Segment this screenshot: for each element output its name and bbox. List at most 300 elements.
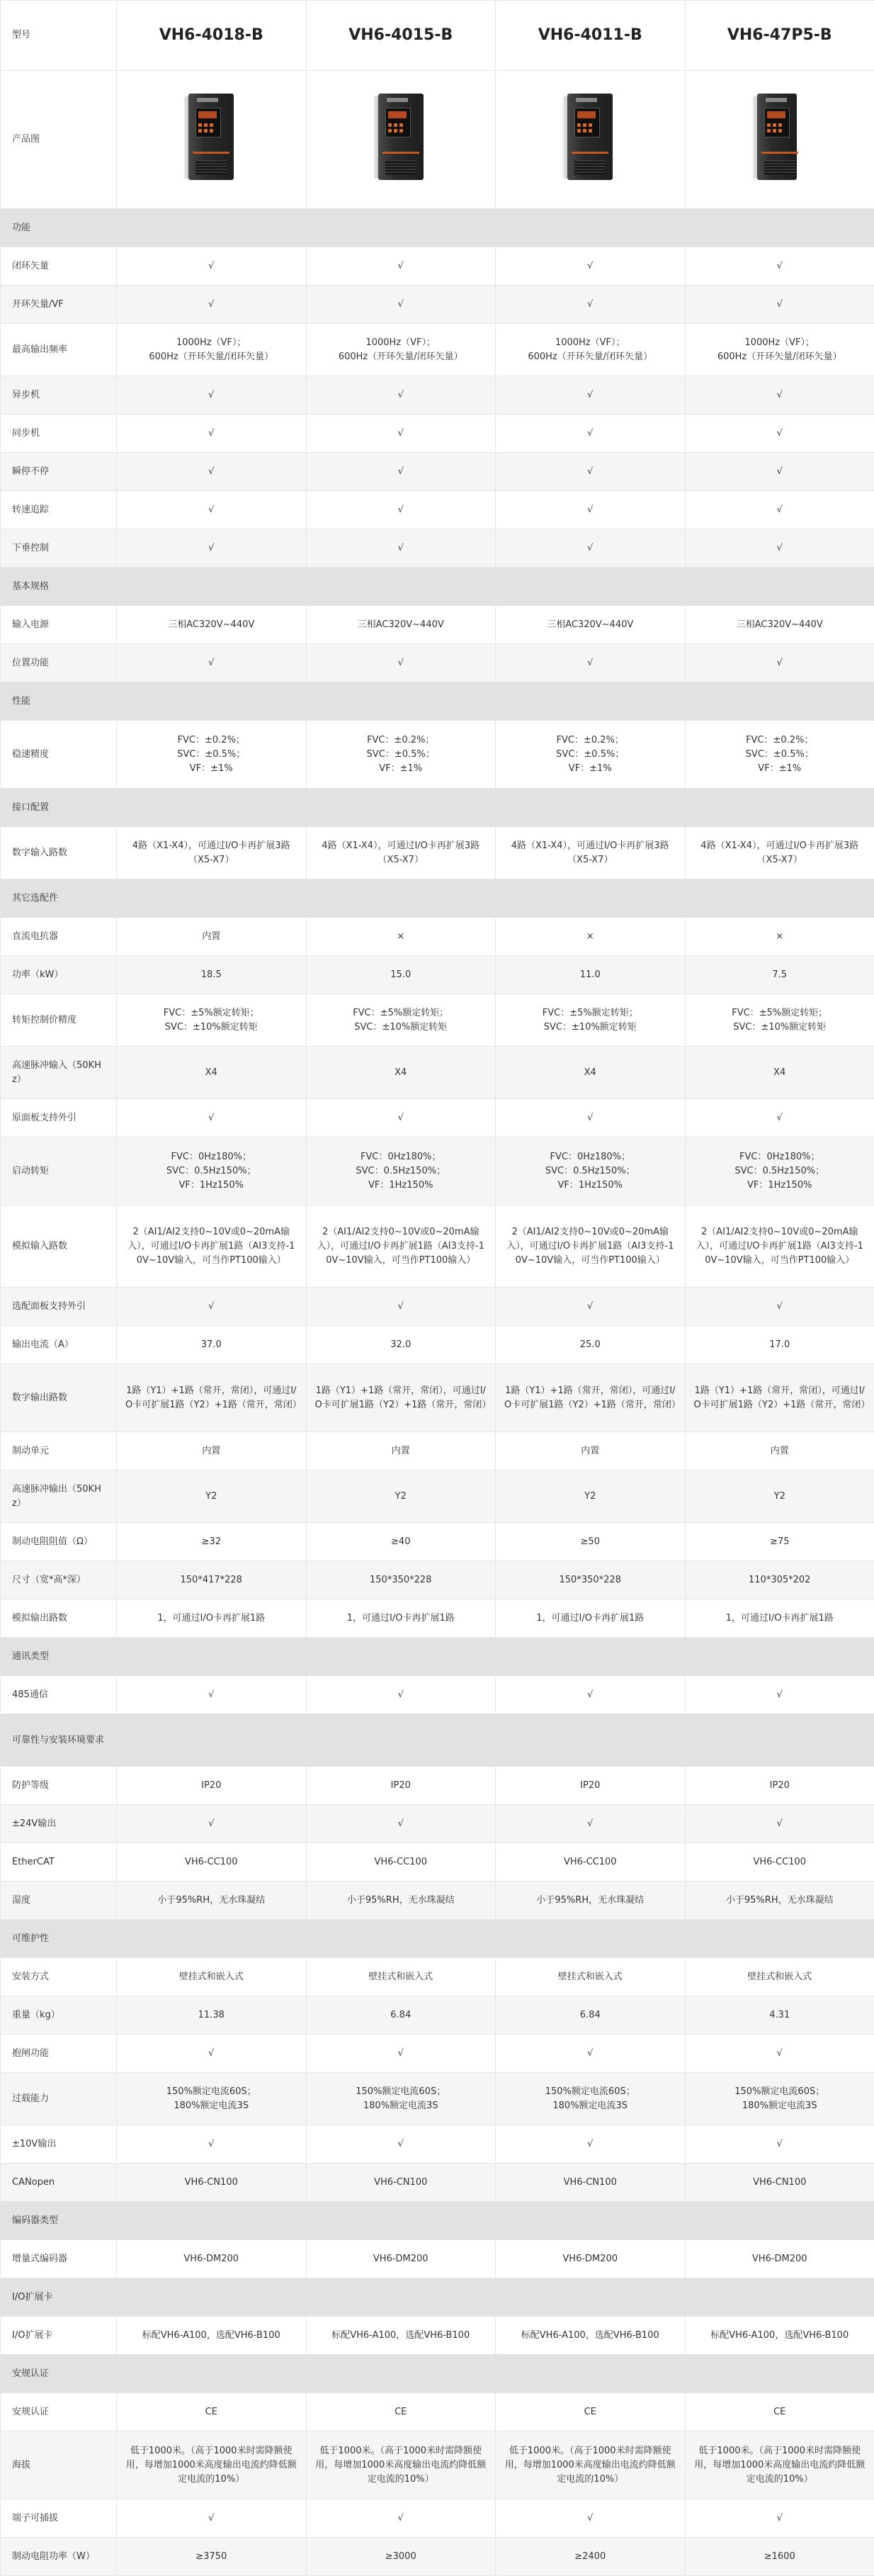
spec-value-text: VH6-CN100 [564,2177,617,2188]
spec-value-text: 2（AI1/AI2支持0~10V或0~20mA输入），可通过I/O卡再扩展1路（AI3支持-10V~10V输入，可当作PT100输入） [506,1227,674,1266]
spec-value-text: √ [587,1689,593,1700]
spec-value [685,2393,874,2431]
spec-value [306,1996,496,2035]
spec-value [117,1996,307,2035]
spec-value [685,2538,874,2576]
spec-value-text: √ [587,2513,593,2524]
spec-value-text: 1，可通过I/O卡再扩展1路 [347,1613,455,1624]
spec-value [117,2240,307,2278]
spec-value-text: VH6-DM200 [373,2254,429,2264]
spec-label: 原面板支持外引 [1,1099,117,1137]
spec-value [306,721,496,789]
product-drive-image [751,92,808,183]
spec-value [306,2035,496,2073]
spec-value-text: √ [398,543,404,553]
spec-value-text: VH6-CC100 [753,1857,806,1867]
spec-value [117,324,307,376]
spec-value-text: 150%额定电流60S； 180%额定电流3S [166,2086,256,2111]
spec-value [306,644,496,682]
spec-value-text: 150*417*228 [181,1575,242,1585]
spec-value-text: 4路（X1-X4），可通过I/O卡再扩展3路（X5-X7） [322,840,479,865]
spec-value-text: 标配VH6-A100，选配VH6-B100 [331,2330,470,2341]
spec-value-text: 壁挂式和嵌入式 [558,1972,623,1982]
spec-row [1,286,874,324]
spec-value-text: 1000Hz（VF）； 600Hz（开环矢量/闭环矢量） [149,337,273,362]
spec-label: ±10V输出 [1,2125,117,2164]
spec-value-text: ≥32 [202,1536,221,1547]
spec-value [496,1958,686,1996]
spec-row [1,491,874,529]
spec-value [306,529,496,568]
spec-value-text: 2（AI1/AI2支持0~10V或0~20mA输入），可通过I/O卡再扩展1路（AI3支持-10V~10V输入，可当作PT100输入） [317,1227,484,1266]
spec-value-text: 1，可通过I/O卡再扩展1路 [536,1613,644,1624]
section-header-row [1,1920,874,1958]
spec-value [685,2240,874,2278]
spec-label: 输入电源 [1,606,117,644]
section-title: 接口配置 [1,789,874,827]
spec-value-text: 6.84 [580,2010,601,2020]
spec-label: 闭环矢量 [1,247,117,286]
spec-value [496,1599,686,1638]
spec-value [685,529,874,568]
spec-value-text: ≥1600 [764,2551,795,2562]
spec-value [496,2125,686,2164]
spec-value [117,2035,307,2073]
spec-value-text: √ [208,390,214,400]
spec-label: 最高输出频率 [1,324,117,376]
spec-value-text: √ [777,466,783,477]
spec-row [1,2431,874,2499]
spec-value [117,1882,307,1920]
spec-value-text: X4 [773,1067,785,1078]
spec-row [1,721,874,789]
spec-value [496,2035,686,2073]
spec-value [117,1805,307,1843]
spec-value [117,1326,307,1364]
spec-value [117,1523,307,1561]
spec-value-text: √ [398,2048,404,2059]
spec-value-text: √ [777,2048,783,2059]
spec-row [1,2499,874,2538]
spec-label: 重量（kg） [1,1996,117,2035]
spec-value-text: √ [208,428,214,439]
spec-value-text: 标配VH6-A100，选配VH6-B100 [521,2330,659,2341]
spec-value [685,918,874,956]
spec-value [306,1137,496,1205]
spec-label: 稳速精度 [1,721,117,789]
product-image-cell [117,71,307,209]
spec-value-text: 150%额定电流60S； 180%额定电流3S [545,2086,635,2111]
spec-value [117,1137,307,1205]
spec-value [117,827,307,879]
spec-label: 数字输出路数 [1,1364,117,1432]
spec-value-text: 小于95%RH，无水珠凝结 [347,1895,455,1906]
spec-value-text: √ [777,543,783,553]
spec-value [685,1288,874,1326]
spec-row [1,1099,874,1137]
spec-value [496,2393,686,2431]
spec-value [496,1137,686,1205]
spec-value-text: 1，可通过I/O卡再扩展1路 [157,1613,265,1624]
model-name: VH6-4018-B [117,1,307,71]
spec-value [306,324,496,376]
spec-value-text: 11.38 [198,2010,225,2020]
spec-row [1,994,874,1047]
spec-label: 数字输入路数 [1,827,117,879]
spec-value [117,1288,307,1326]
section-title: 通讯类型 [1,1638,874,1676]
spec-value-text: VH6-DM200 [183,2254,239,2264]
spec-row [1,415,874,453]
spec-row [1,529,874,568]
spec-value-text: √ [398,505,404,515]
spec-value [117,1205,307,1288]
spec-value-text: FVC：0Hz180%； SVC：0.5Hz150%； VF：1Hz150% [166,1152,256,1191]
spec-value-text: √ [587,466,593,477]
section-title: 安规认证 [1,2355,874,2393]
spec-label: 485通信 [1,1676,117,1714]
spec-value-text: 150*350*228 [560,1575,621,1585]
spec-value [496,1364,686,1432]
spec-value [306,2240,496,2278]
spec-value-text: √ [398,1301,404,1312]
spec-value-text: 内置 [202,931,220,942]
spec-value [685,1326,874,1364]
spec-value-text: 150%额定电流60S； 180%额定电流3S [356,2086,445,2111]
spec-value [117,956,307,994]
spec-value [306,376,496,415]
spec-value [306,1288,496,1326]
spec-value-text: 低于1000米。（高于1000米时需降额使用，每增加1000米高度输出电流约降低额定电流的10%） [694,2446,865,2485]
spec-value-text: √ [777,428,783,439]
spec-value-text: IP20 [580,1780,600,1791]
spec-value [685,324,874,376]
spec-value [117,1561,307,1599]
spec-label: 安规认证 [1,2393,117,2431]
spec-value-text: ≥2400 [574,2551,606,2562]
spec-row [1,1326,874,1364]
spec-value [117,1843,307,1882]
spec-row [1,2393,874,2431]
spec-value [496,453,686,491]
spec-value-text: 低于1000米。（高于1000米时需降额使用，每增加1000米高度输出电流约降低额定电流的10%） [315,2446,486,2485]
spec-value [117,721,307,789]
spec-value [117,2164,307,2202]
spec-value-text: 4.31 [769,2010,790,2020]
spec-row [1,1137,874,1205]
spec-value [685,1996,874,2035]
section-header-row [1,789,874,827]
spec-value [496,2538,686,2576]
spec-value [117,286,307,324]
spec-value-text: √ [208,2048,214,2059]
spec-label: 启动转矩 [1,1137,117,1205]
spec-value-text: 1路（Y1）+1路（常开，常闭），可通过I/O卡可扩展1路（Y2）+1路（常开，常闭） [125,1385,302,1410]
spec-value-text: VH6-CC100 [185,1857,238,1867]
spec-value-text: √ [398,658,404,668]
spec-value-text: √ [208,299,214,310]
spec-value-text: √ [208,1301,214,1312]
spec-value-text: √ [587,505,593,515]
spec-value [685,827,874,879]
spec-row [1,324,874,376]
spec-value [685,1805,874,1843]
spec-value [306,1958,496,1996]
spec-label: 异步机 [1,376,117,415]
spec-value [496,2240,686,2278]
product-image-cell [306,71,496,209]
spec-value-text: √ [587,658,593,668]
spec-row [1,1958,874,1996]
spec-value-text: Y2 [395,1491,407,1502]
spec-value-text: VH6-CN100 [753,2177,806,2188]
section-header-row [1,2278,874,2317]
product-drive-image [562,92,618,183]
spec-value [496,1882,686,1920]
spec-value-text: VH6-DM200 [562,2254,618,2264]
spec-value [685,1561,874,1599]
spec-row [1,2164,874,2202]
spec-row [1,1047,874,1099]
spec-row [1,1996,874,2035]
spec-label: CANopen [1,2164,117,2202]
spec-value-text: √ [777,1689,783,1700]
spec-value [117,1099,307,1137]
spec-value [117,994,307,1047]
spec-value [306,827,496,879]
spec-value [117,2073,307,2125]
header-row [1,1,874,71]
spec-value-text: √ [208,543,214,553]
spec-value-text: √ [208,658,214,668]
spec-value-text: FVC：±5%额定转矩； SVC：±10%额定转矩 [353,1008,448,1033]
spec-value-text: × [397,931,404,942]
spec-label: 安装方式 [1,1958,117,1996]
spec-value [685,453,874,491]
product-image-cell [496,71,686,209]
spec-value-text: √ [777,658,783,668]
spec-value-text: 标配VH6-A100，选配VH6-B100 [710,2330,849,2341]
spec-value [496,2431,686,2499]
spec-value [685,376,874,415]
spec-value-text: 2（AI1/AI2支持0~10V或0~20mA输入），可通过I/O卡再扩展1路（AI3支持-10V~10V输入，可当作PT100输入） [127,1227,295,1266]
section-title: 功能 [1,209,874,247]
spec-value [306,1599,496,1638]
spec-value [496,1099,686,1137]
spec-row [1,1805,874,1843]
spec-value-text: 三相AC320V~440V [737,619,823,630]
spec-value [685,247,874,286]
spec-value [496,1047,686,1099]
spec-value [117,2317,307,2355]
spec-row [1,2538,874,2576]
spec-value [306,2125,496,2164]
spec-label: 过载能力 [1,2073,117,2125]
spec-value [685,2431,874,2499]
spec-value-text: √ [398,1113,404,1123]
spec-value [685,1137,874,1205]
spec-value [496,606,686,644]
spec-value-text: 4路（X1-X4），可通过I/O卡再扩展3路（X5-X7） [511,840,669,865]
spec-value-text: CE [205,2407,217,2417]
product-image-row [1,71,874,209]
spec-value-text: 内置 [581,1446,599,1456]
spec-value-text: √ [398,1818,404,1829]
spec-value-text: 15.0 [390,969,411,980]
spec-value [306,1805,496,1843]
spec-label: 转矩控制价精度 [1,994,117,1047]
spec-value-text: √ [208,2139,214,2149]
spec-value-text: 1，可通过I/O卡再扩展1路 [726,1613,834,1624]
spec-value-text: 2（AI1/AI2支持0~10V或0~20mA输入），可通过I/O卡再扩展1路（AI3支持-10V~10V输入，可当作PT100输入） [696,1227,863,1266]
spec-label: EtherCAT [1,1843,117,1882]
spec-value-text: √ [777,1113,783,1123]
spec-value-text: √ [587,261,593,271]
spec-value-text: FVC：±0.2%； SVC：±0.5%； VF：±1% [556,735,624,774]
section-title: 可靠性与安装环境要求 [1,1714,874,1767]
spec-row [1,2035,874,2073]
spec-value-text: 低于1000米。（高于1000米时需降额使用，每增加1000米高度输出电流约降低额定电流的10%） [126,2446,297,2485]
spec-value-text: 1路（Y1）+1路（常开，常闭），可通过I/O卡可扩展1路（Y2）+1路（常开，常闭） [694,1385,870,1410]
spec-label: 转速追踪 [1,491,117,529]
section-header-row [1,2355,874,2393]
spec-value-text: 32.0 [390,1339,411,1350]
spec-value-text: √ [398,390,404,400]
spec-value-text: 11.0 [580,969,601,980]
spec-value-text: 7.5 [772,969,787,980]
spec-value-text: FVC：±5%额定转矩； SVC：±10%额定转矩 [732,1008,827,1033]
spec-row [1,1288,874,1326]
spec-value [306,1843,496,1882]
spec-row [1,1432,874,1470]
spec-value [685,956,874,994]
spec-row [1,1767,874,1805]
spec-row [1,2125,874,2164]
section-header-row [1,682,874,721]
spec-label: ±24V输出 [1,1805,117,1843]
spec-value-text: IP20 [391,1780,411,1791]
spec-value-text: 内置 [771,1446,789,1456]
spec-value [306,491,496,529]
spec-value [117,529,307,568]
spec-value-text: Y2 [205,1491,217,1502]
spec-value-text: 壁挂式和嵌入式 [179,1972,244,1982]
spec-value [306,1205,496,1288]
spec-value-text: 壁挂式和嵌入式 [368,1972,433,1982]
spec-value-text: √ [777,2513,783,2524]
spec-value-text: 37.0 [201,1339,222,1350]
spec-value-text: √ [587,1818,593,1829]
spec-value [306,2538,496,2576]
spec-value-text: FVC：±0.2%； SVC：±0.5%； VF：±1% [746,735,814,774]
spec-value [306,1432,496,1470]
spec-value-text: √ [587,543,593,553]
spec-value-text: √ [398,466,404,477]
spec-label: 选配面板支持外引 [1,1288,117,1326]
spec-value-text: √ [208,1818,214,1829]
spec-value-text: √ [208,1113,214,1123]
spec-value [685,2035,874,2073]
spec-value-text: IP20 [770,1780,790,1791]
spec-value-text: FVC：±0.2%； SVC：±0.5%； VF：±1% [177,735,245,774]
spec-value-text: √ [587,390,593,400]
spec-value [117,644,307,682]
spec-value [685,1432,874,1470]
spec-value [685,1523,874,1561]
spec-value [685,644,874,682]
image-row-label: 产品图 [1,71,117,209]
spec-value [306,1364,496,1432]
spec-value-text: √ [777,390,783,400]
spec-value [306,415,496,453]
spec-value [685,2164,874,2202]
model-name: VH6-4015-B [306,1,496,71]
spec-value-text: √ [777,1818,783,1829]
spec-value-text: √ [587,299,593,310]
spec-value-text: 25.0 [580,1339,601,1350]
spec-value [306,956,496,994]
spec-value-text: √ [398,428,404,439]
spec-row [1,1676,874,1714]
spec-value [685,1205,874,1288]
spec-label: 海拔 [1,2431,117,2499]
spec-value [306,2164,496,2202]
spec-value [306,1470,496,1523]
spec-value [496,1432,686,1470]
spec-value [496,529,686,568]
spec-value [117,2125,307,2164]
spec-value [496,415,686,453]
spec-value [117,2393,307,2431]
spec-value-text: FVC：±5%额定转矩； SVC：±10%额定转矩 [164,1008,259,1033]
spec-value [117,1470,307,1523]
spec-row [1,827,874,879]
spec-value-text: CE [395,2407,407,2417]
spec-label: 制动电阻功率（W） [1,2538,117,2576]
spec-value [685,2073,874,2125]
spec-row [1,918,874,956]
spec-value-text: X4 [584,1067,596,1078]
spec-label: 制动单元 [1,1432,117,1470]
spec-value [306,286,496,324]
spec-value [496,918,686,956]
spec-row [1,606,874,644]
spec-value-text: 150%额定电流60S； 180%额定电流3S [734,2086,824,2111]
spec-value-text: √ [777,299,783,310]
spec-value [117,2431,307,2499]
spec-value [496,1205,686,1288]
header-label: 型号 [1,1,117,71]
spec-value-text: X4 [205,1067,217,1078]
spec-value [685,1599,874,1638]
spec-value-text: √ [777,505,783,515]
spec-label: 瞬停不停 [1,453,117,491]
spec-value [117,1676,307,1714]
spec-value [117,491,307,529]
spec-value-text: 小于95%RH，无水珠凝结 [726,1895,834,1906]
spec-value [306,453,496,491]
spec-value-text: 110*305*202 [749,1575,810,1585]
spec-value [117,1047,307,1099]
spec-row [1,1205,874,1288]
spec-value [306,2499,496,2538]
spec-value-text: ≥40 [391,1536,410,1547]
spec-value [685,994,874,1047]
section-title: 其它选配件 [1,879,874,918]
spec-value [496,1561,686,1599]
spec-value-text: 4路（X1-X4），可通过I/O卡再扩展3路（X5-X7） [132,840,290,865]
spec-row [1,1882,874,1920]
